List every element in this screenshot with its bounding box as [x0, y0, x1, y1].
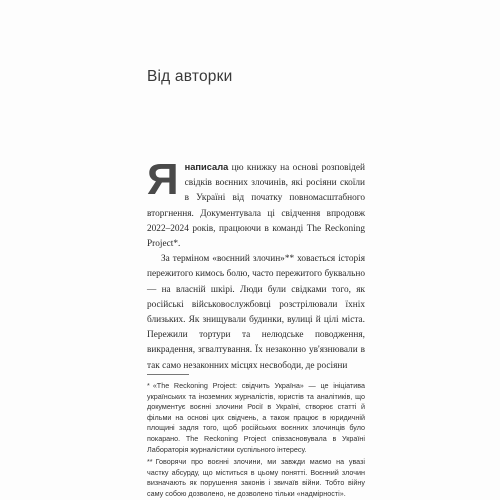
footnote-1-mark: * — [147, 381, 150, 390]
main-text — [147, 155, 365, 374]
footnote-1-text: «The Reckoning Project: свідчить Україна» — це ініціатива українських та іноземних журналістів, юристів та аналітиків, що документує воєнні злочини Росії в Україні, створює статті й фільми на основі цих свідчень, а також працює в юридичній площині задля того, щоб російських воєнних злочинців було покарано. The Reckoning Project співзасновувала в Україні Лабораторія журналістики суспільного інтересу. — [147, 381, 365, 454]
footnote-2-mark: ** — [147, 457, 153, 467]
footnote-divider — [147, 374, 189, 375]
paragraph-2: За терміном «воєнний злочин»** ховається історія пережитого кимось болю, часто пережитого буквально — на власній шкірі. Люди були свідками того, як російські військовослужбовці розстрілювали їхніх близьких. Як знищували будинки, вулиці й цілі міста. Пережили тортури та нелюдське поводження, викрадення, згвалтування. Їх незаконно ув'язнювали в так само незаконних місцях несвободи, де росіяни — [147, 254, 365, 371]
footnotes — [147, 381, 365, 502]
footnote-2 — [147, 457, 365, 499]
paragraph-1 — [147, 155, 365, 252]
drop-cap: Я — [147, 155, 179, 204]
paragraph-1-text: цю книжку на основі розповідей свідків воєнних злочинів, які росіяни скоїли в Україні від початку повномасштабного вторгнення. Документувала ці свідчення впродовж 2022–2024 років, працюючи в команді The Reckoning Project*. — [147, 163, 365, 250]
lead-word: написала — [184, 162, 229, 172]
footnote-1 — [147, 381, 365, 455]
section-heading: Від авторки — [147, 68, 233, 85]
footnote-2-text: Говорячи про воєнні злочини, ми завжди маємо на увазі частку абсурду, що міститься в цьому понятті. Воєнний злочин визначають як порушення законів і звичаїв війни. Тобто війну саму собою дозволено, не дозволено тільки «надмірності». — [147, 457, 365, 498]
